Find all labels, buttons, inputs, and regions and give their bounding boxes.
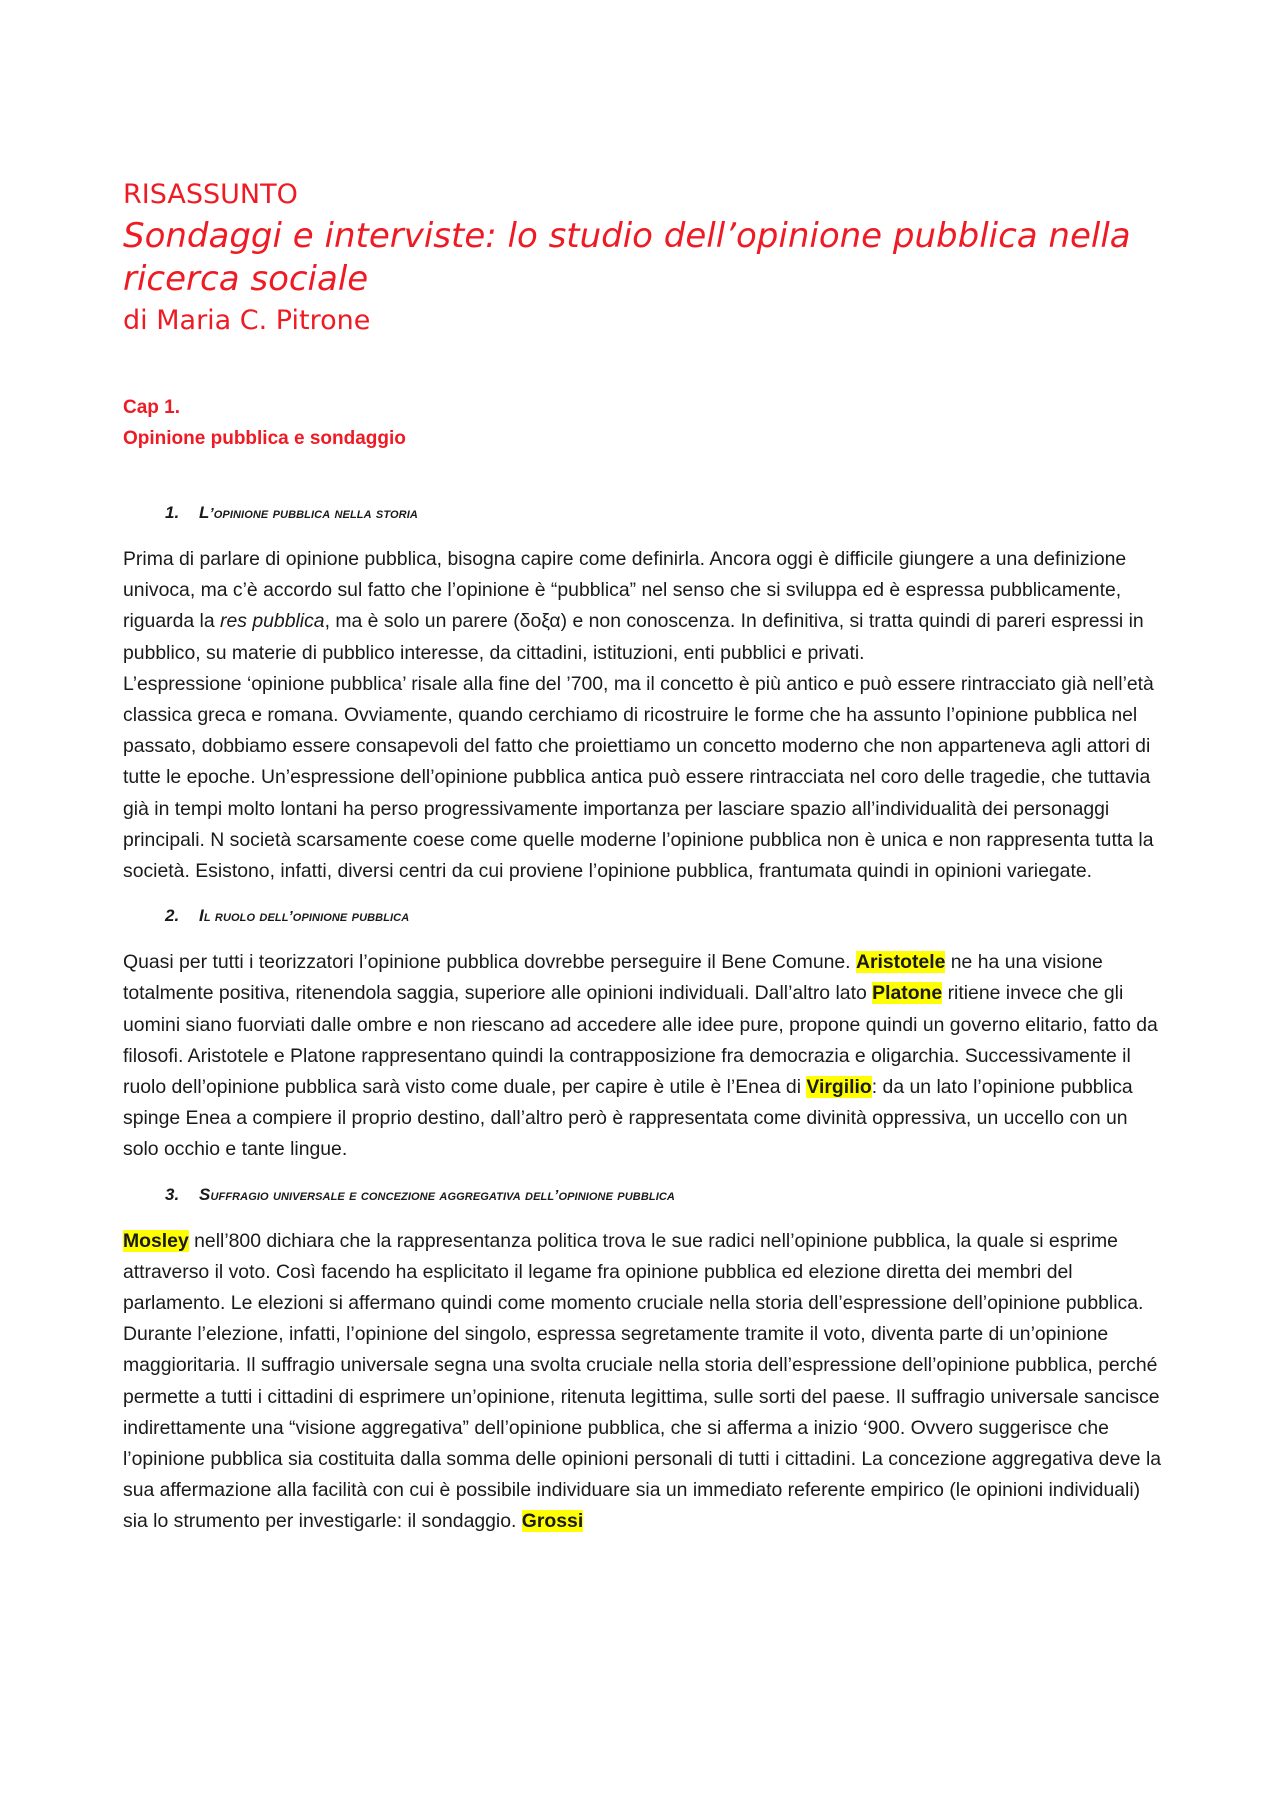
section-heading [123, 1183, 1168, 1208]
text-run: L’espressione ‘opinione pubblica’ risale alla fine del ’700, ma il concetto è più antico e può essere rintracciato già nell’età classica greca e romana. Ovviamente, quando cerchiamo di ricostruire le forme che ha assunto l’opinione pubblica nel passato, dobbiamo essere consapevoli del fatto che proiettiamo un concetto moderno che non apparteneva agli attori di tutte le epoche. Un’espressione dell’opinione pubblica antica può essere rintracciata nel coro delle tragedie, che tuttavia già in tempi molto lontani ha perso progressivamente importanza per lasciare spazio all’individualità dei personaggi principali. N società scarsamente coese come quelle moderne l’opinione pubblica non è unica e non rappresenta tutta la società. Esistono, infatti, diversi centri da cui proviene l’opinione pubblica, frantumata quindi in opinioni variegate. [123, 672, 1154, 883]
highlighted-name: Virgilio [806, 1076, 872, 1099]
chapter-title: Opinione pubblica e sondaggio [123, 428, 406, 449]
section-title: ’opinione pubblica nella storia [209, 505, 418, 522]
chapter-number: Cap 1. [123, 397, 181, 418]
paragraph [123, 1226, 1168, 1538]
document-body [123, 501, 1168, 1555]
section-title: l ruolo dell’opinione pubblica [203, 908, 410, 926]
book-author: di Maria C. Pitrone [123, 305, 371, 336]
paragraph [123, 669, 1168, 887]
section-title-initial: L [199, 503, 210, 522]
text-run: nell’800 dichiara che la rappresentanza politica trova le sue radici nell’opinione pubblica, la quale si esprime attraverso il voto. Così facendo ha esplicitato il legame fra opinione pubblica ed elezione diretta dei membri del parlamento. Le elezioni si affermano quindi come momento cruciale nella storia dell’espressione dell’opinione pubblica. Durante l’elezione, infatti, l’opinione del singolo, espressa segretamente tramite il voto, diventa parte di un’opinione maggioritaria. Il suffragio universale segna una svolta cruciale nella storia dell’espressione dell’opinione pubblica, perché permette a tutti i cittadini di esprimere un’opinione, ritenuta legittima, sulle sorti del paese. Il suffragio universale sancisce indirettamente una “visione aggregativa” dell’opinione pubblica, che si afferma a inizio ‘900. Ovvero suggerisce che l’opinione pubblica sia costituita dalla somma delle opinioni personali di tutti i cittadini. La concezione aggregativa deve la sua affermazione alla facilità con cui è possibile individuare sia un immediato referente empirico (le opinioni individuali) sia lo strumento per investigarle: il sondaggio. [123, 1229, 1162, 1533]
paragraph [123, 544, 1168, 669]
highlighted-name: Aristotele [855, 951, 946, 974]
section-heading [123, 501, 1168, 526]
text-run: , ma è solo un parere (δοξα) e non conoscenza. In definitiva, si tratta quindi di pareri espressi in pubblico, su materie di pubblico interesse, da cittadini, istituzioni, enti pubblici e privati. [123, 610, 1144, 664]
highlighted-name: Grossi [521, 1510, 584, 1533]
highlighted-name: Mosley [123, 1229, 189, 1252]
italic-term: res pubblica [220, 610, 325, 633]
section-number: 1. [165, 503, 180, 522]
section-title: uffragio universale e concezione aggregativa dell’opinione pubblica [210, 1186, 675, 1204]
paragraph [123, 947, 1168, 1165]
document-title [123, 175, 1183, 341]
text-run: Quasi per tutti i teorizzatori l’opinione pubblica dovrebbe perseguire il Bene Comune. [123, 951, 856, 974]
text-run: ne ha una visione totalmente positiva, ritenendola saggia, superiore alle opinioni individuali. Dall’altro lato [123, 951, 1103, 1005]
section-heading [123, 904, 1168, 929]
highlighted-name: Platone [872, 982, 943, 1005]
section-number: 3. [165, 1184, 180, 1204]
section-title-initial: I [199, 906, 204, 926]
title-label: RISASSUNTO [123, 179, 298, 210]
text-run: ritiene invece che gli uomini siano fuorviati dalle ombre e non riescano ad accedere alle idee pure, propone quindi un governo elitario, fatto da filosofi. Aristotele e Platone rappresentano quindi la contrapposizione fra democrazia e oligarchia. Successivamente il ruolo dell’opinione pubblica sarà visto come duale, per capire è utile è l’Enea di [123, 982, 1158, 1099]
text-run: : da un lato l’opinione pubblica spinge Enea a compiere il proprio destino, dall’altro però è rappresentata come divinità oppressiva, un uccello con un solo occhio e tante lingue. [123, 1076, 1133, 1161]
book-title: Sondaggi e interviste: lo studio dell’opinione pubblica nella ricerca sociale [123, 216, 1131, 299]
section-title-initial: S [199, 1184, 211, 1204]
chapter-heading [123, 392, 406, 454]
text-run: Prima di parlare di opinione pubblica, bisogna capire come definirla. Ancora oggi è difficile giungere a una definizione univoca, ma c’è accordo sul fatto che l’opinione è “pubblica” nel senso che si sviluppa ed è espressa pubblicamente, riguarda la [123, 548, 1127, 633]
section-number: 2. [165, 906, 180, 926]
